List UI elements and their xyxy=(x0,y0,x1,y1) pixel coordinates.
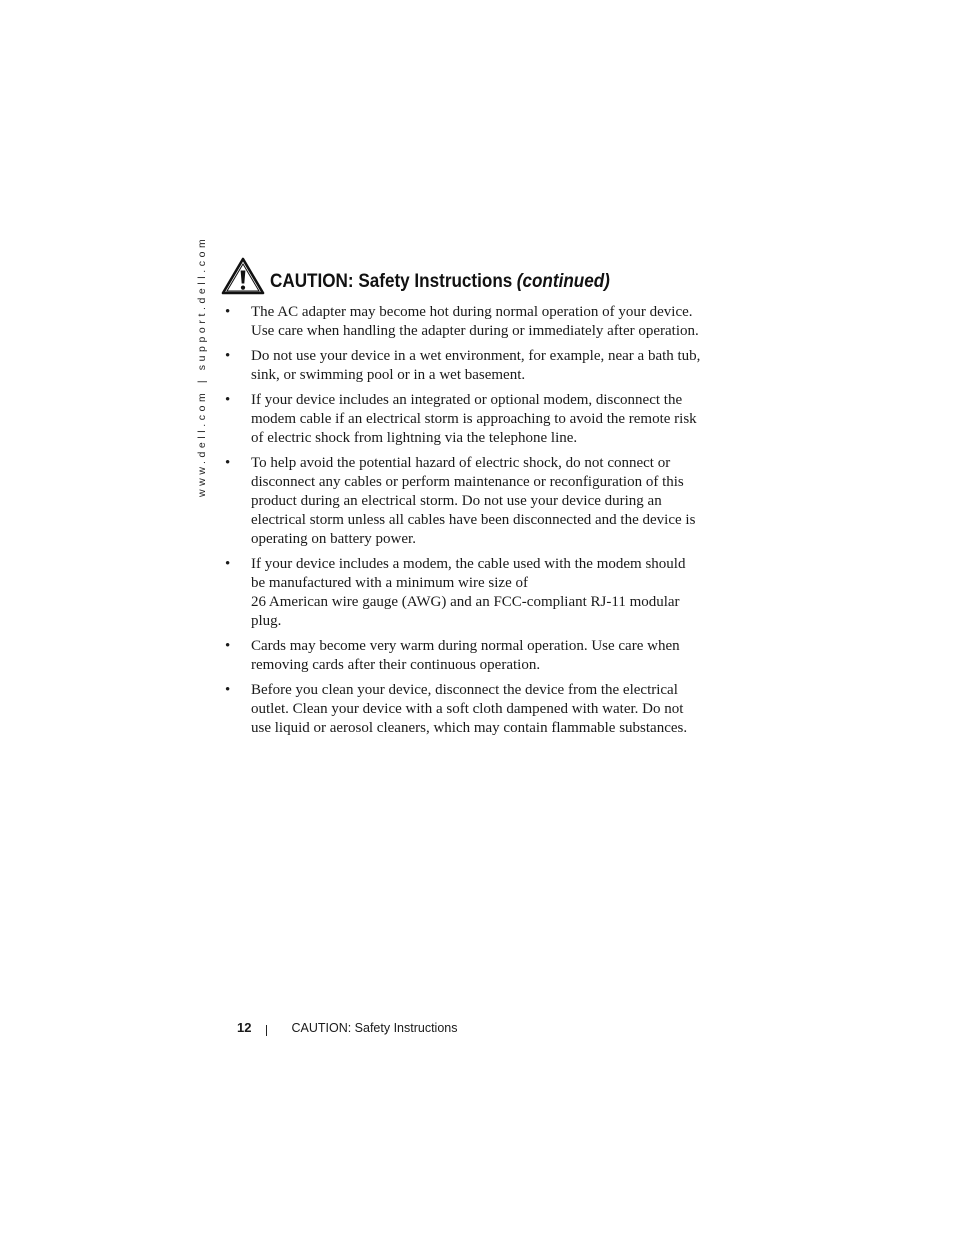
bullet-marker: • xyxy=(225,556,231,572)
list-item-text: If your device includes a modem, the cable used with the modem should be manufactured with a minimum wire size of 26 American wire gauge (AWG) and an FCC-compliant RJ-11 modular plug. xyxy=(251,556,686,629)
list-item-text: The AC adapter may become hot during normal operation of your device. Use care when handling the adapter during or immediately after operation. xyxy=(251,304,699,339)
list-item xyxy=(225,347,725,385)
list-item xyxy=(225,303,725,341)
bullet-marker: • xyxy=(225,455,231,471)
warning-triangle-icon xyxy=(221,257,265,295)
list-item xyxy=(225,555,725,631)
footer-separator xyxy=(266,1025,267,1036)
title-text: CAUTION: Safety Instructions xyxy=(270,271,513,292)
footer-section-title: CAUTION: Safety Instructions xyxy=(291,1020,458,1035)
side-url: www.dell.com | support.dell.com xyxy=(196,235,208,497)
bullet-marker: • xyxy=(225,392,231,408)
page-footer xyxy=(237,1020,458,1035)
list-item-text: To help avoid the potential hazard of electric shock, do not connect or disconnect any cables or perform maintenance or reconfiguration of this product during an electrical storm. Do not use your device during an electrical storm unless all cables have been disconnected and the device is operating on battery power. xyxy=(251,455,696,547)
list-item-text: Do not use your device in a wet environment, for example, near a bath tub, sink, or swimming pool or in a wet basement. xyxy=(251,348,701,383)
list-item xyxy=(225,681,725,738)
bullet-marker: • xyxy=(225,304,231,320)
bullet-marker: • xyxy=(225,638,231,654)
bullet-marker: • xyxy=(225,682,231,698)
list-item xyxy=(225,454,725,549)
list-item xyxy=(225,391,725,448)
list-item xyxy=(225,637,725,675)
list-item-text: Before you clean your device, disconnect the device from the electrical outlet. Clean your device with a soft cloth dampened with water. Do not use liquid or aerosol cleaners, which may contain flammable substances. xyxy=(251,682,688,736)
list-item-text: If your device includes an integrated or optional modem, disconnect the modem cable if an electrical storm is approaching to avoid the remote risk of electric shock from lightning via the telephone line. xyxy=(251,392,697,446)
caution-list xyxy=(225,303,725,744)
page-title xyxy=(270,271,610,295)
bullet-marker: • xyxy=(225,348,231,364)
page-number: 12 xyxy=(237,1020,252,1035)
section-header xyxy=(221,257,648,295)
list-item-text: Cards may become very warm during normal operation. Use care when removing cards after their continuous operation. xyxy=(251,638,680,673)
title-continued: (continued) xyxy=(516,271,610,292)
